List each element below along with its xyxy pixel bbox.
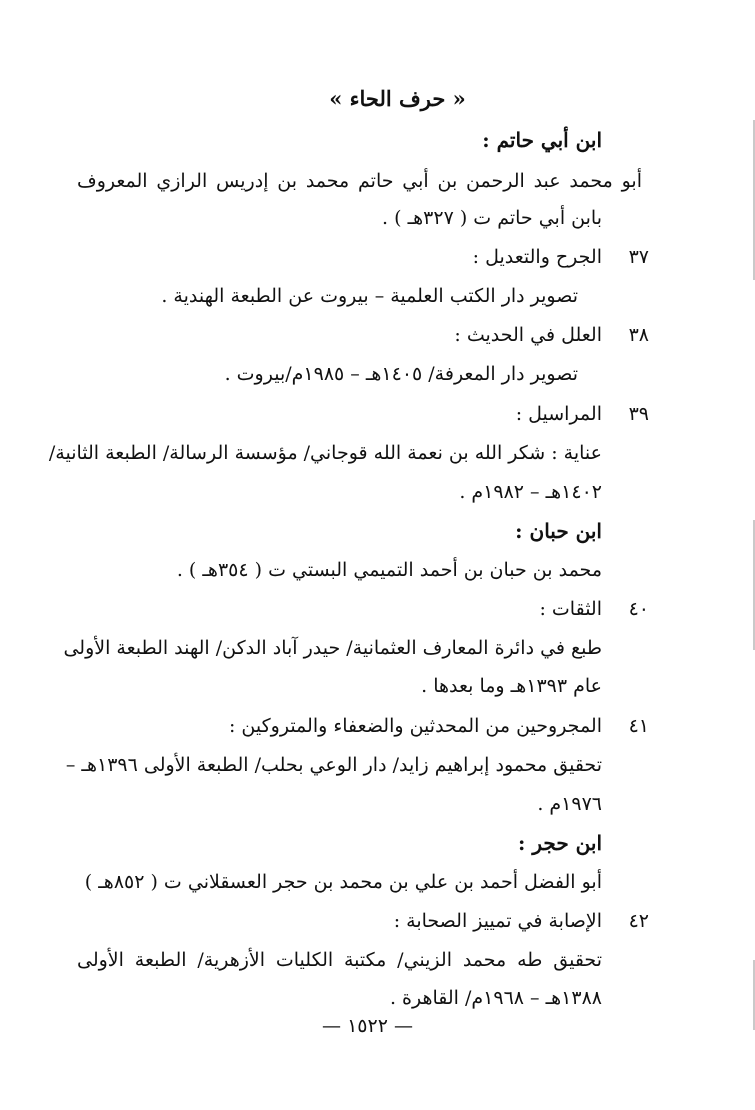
entry-detail: تصوير دار المعرفة/ ١٤٠٥هـ – ١٩٨٥م/بيروت . xyxy=(224,363,578,385)
author-heading: ابن حجر : xyxy=(518,831,602,855)
entry-number: ٣٧ xyxy=(628,246,649,268)
entry-detail: ١٣٨٨هـ – ١٩٦٨م/ القاهرة . xyxy=(389,987,602,1009)
entry-number: ٤٢ xyxy=(628,910,649,932)
entry-detail: تحقيق محمود إبراهيم زايد/ دار الوعي بحلب/ الطبعة الأولى ١٣٩٦هـ – xyxy=(65,754,602,776)
entry-detail: ١٩٧٦م . xyxy=(537,793,602,815)
entry-number: ٣٨ xyxy=(628,324,649,346)
author-bio-line: أبو محمد عبد الرحمن بن أبي حاتم محمد بن إدريس الرازي المعروف xyxy=(77,170,642,192)
entry-detail: عناية : شكر الله بن نعمة الله قوجاني/ مؤسسة الرسالة/ الطبعة الثانية/ xyxy=(48,442,602,464)
entry-title: الإصابة في تمييز الصحابة : xyxy=(393,910,602,932)
entry-title: العلل في الحديث : xyxy=(454,324,602,346)
entry-number: ٣٩ xyxy=(628,403,649,425)
entry-number: ٤١ xyxy=(628,715,649,737)
page-number: — ١٥٢٢ — xyxy=(322,1015,413,1037)
entry-number: ٤٠ xyxy=(628,598,649,620)
section-heading: « حرف الحاء » xyxy=(329,86,466,111)
entry-detail: ١٤٠٢هـ – ١٩٨٢م . xyxy=(459,481,602,503)
entry-detail: تصوير دار الكتب العلمية – بيروت عن الطبعة الهندية . xyxy=(161,285,578,307)
entry-detail: تحقيق طه محمد الزيني/ مكتبة الكليات الأزهرية/ الطبعة الأولى xyxy=(77,949,602,971)
author-heading: ابن حبان : xyxy=(515,519,602,543)
entry-title: الجرح والتعديل : xyxy=(472,246,602,268)
entry-title: المجروحين من المحدثين والضعفاء والمتروكين : xyxy=(228,715,602,737)
author-bio-line: محمد بن حبان بن أحمد التميمي البستي ت ( ٣٥٤هـ ) . xyxy=(176,559,602,581)
author-bio-line: أبو الفضل أحمد بن علي بن محمد بن حجر العسقلاني ت ( ٨٥٢هـ ) xyxy=(84,871,602,893)
entry-detail: طبع في دائرة المعارف العثمانية/ حيدر آباد الدكن/ الهند الطبعة الأولى xyxy=(63,637,602,659)
entry-detail: عام ١٣٩٣هـ وما بعدها . xyxy=(421,675,602,697)
entry-title: المراسيل : xyxy=(515,403,602,425)
author-bio-line: بابن أبي حاتم ت ( ٣٢٧هـ ) . xyxy=(382,207,602,229)
author-heading: ابن أبي حاتم : xyxy=(482,128,602,152)
entry-title: الثقات : xyxy=(539,598,602,620)
